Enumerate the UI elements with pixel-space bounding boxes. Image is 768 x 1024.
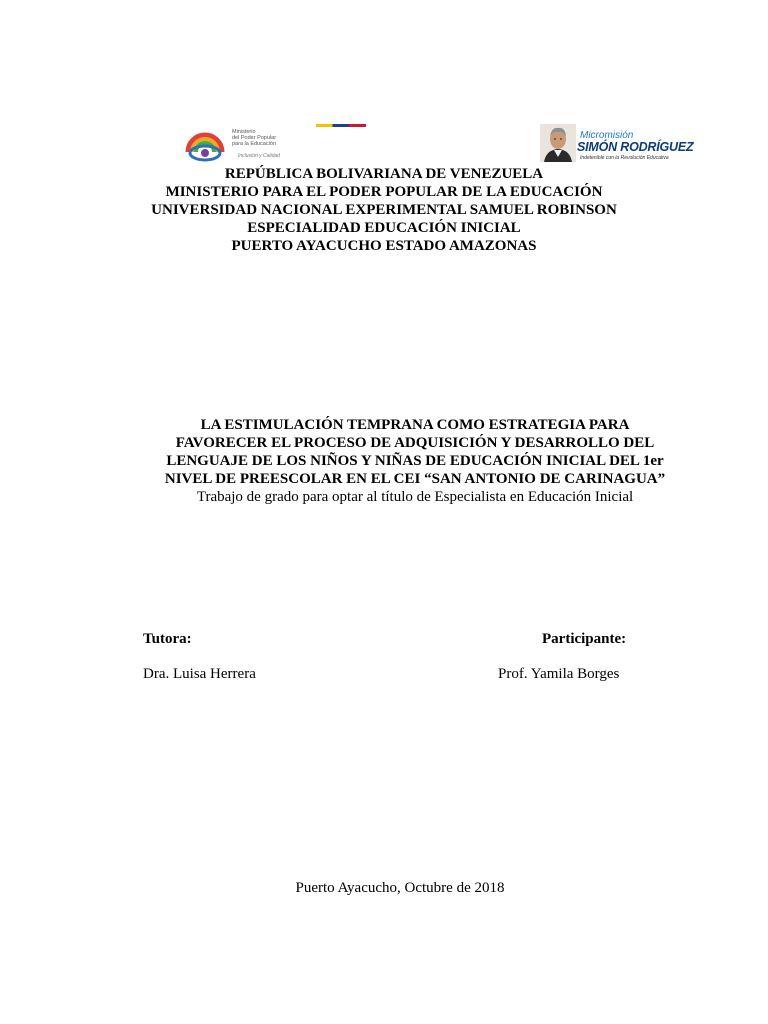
title-line: LA ESTIMULACIÓN TEMPRANA COMO ESTRATEGIA PARA xyxy=(200,417,630,433)
tutor-label: Tutora: xyxy=(143,631,192,647)
thesis-title xyxy=(120,416,710,506)
header-line: REPÚBLICA BOLIVARIANA DE VENEZUELA xyxy=(224,166,544,182)
simon-rodriguez-label: SIMÓN RODRÍGUEZ xyxy=(577,140,694,154)
header-line: PUERTO AYACUCHO ESTADO AMAZONAS xyxy=(231,238,537,254)
participant-name: Prof. Yamila Borges xyxy=(498,666,620,682)
flag-strip xyxy=(316,124,366,127)
micromision-logo xyxy=(540,124,694,164)
micromision-label: Micromisión xyxy=(580,130,634,141)
title-line: LENGUAJE DE LOS NIÑOS Y NIÑAS DE EDUCACIÓN INICIAL DEL 1er xyxy=(166,453,664,469)
header-line: UNIVERSIDAD NACIONAL EXPERIMENTAL SAMUEL ROBINSON xyxy=(151,202,617,218)
ministry-emblem-icon xyxy=(180,126,230,164)
thesis-subtitle: Trabajo de grado para optar al título de Especialista en Educación Inicial xyxy=(196,489,634,505)
tutor-name: Dra. Luisa Herrera xyxy=(143,666,256,682)
place-date: Puerto Ayacucho, Octubre de 2018 xyxy=(295,880,505,896)
header-line: MINISTERIO PARA EL PODER POPULAR DE LA EDUCACIÓN xyxy=(165,184,603,200)
portrait-icon xyxy=(540,124,576,162)
ministry-slogan: Inclusión y Calidad xyxy=(238,153,280,159)
institution-header xyxy=(0,165,768,255)
header-line: ESPECIALIDAD EDUCACIÓN INICIAL xyxy=(247,220,521,236)
micromision-tagline: Indetenible con la Revolución Educativa xyxy=(580,155,669,161)
participant-label: Participante: xyxy=(542,631,627,647)
title-line: NIVEL DE PREESCOLAR EN EL CEI “SAN ANTONIO DE CARINAGUA” xyxy=(164,471,666,487)
ministry-logo-text: Ministerio del Poder Popular para la Educación xyxy=(232,129,277,147)
title-line: FAVORECER EL PROCESO DE ADQUISICIÓN Y DESARROLLO DEL xyxy=(175,435,655,451)
ministry-logo xyxy=(180,124,365,166)
